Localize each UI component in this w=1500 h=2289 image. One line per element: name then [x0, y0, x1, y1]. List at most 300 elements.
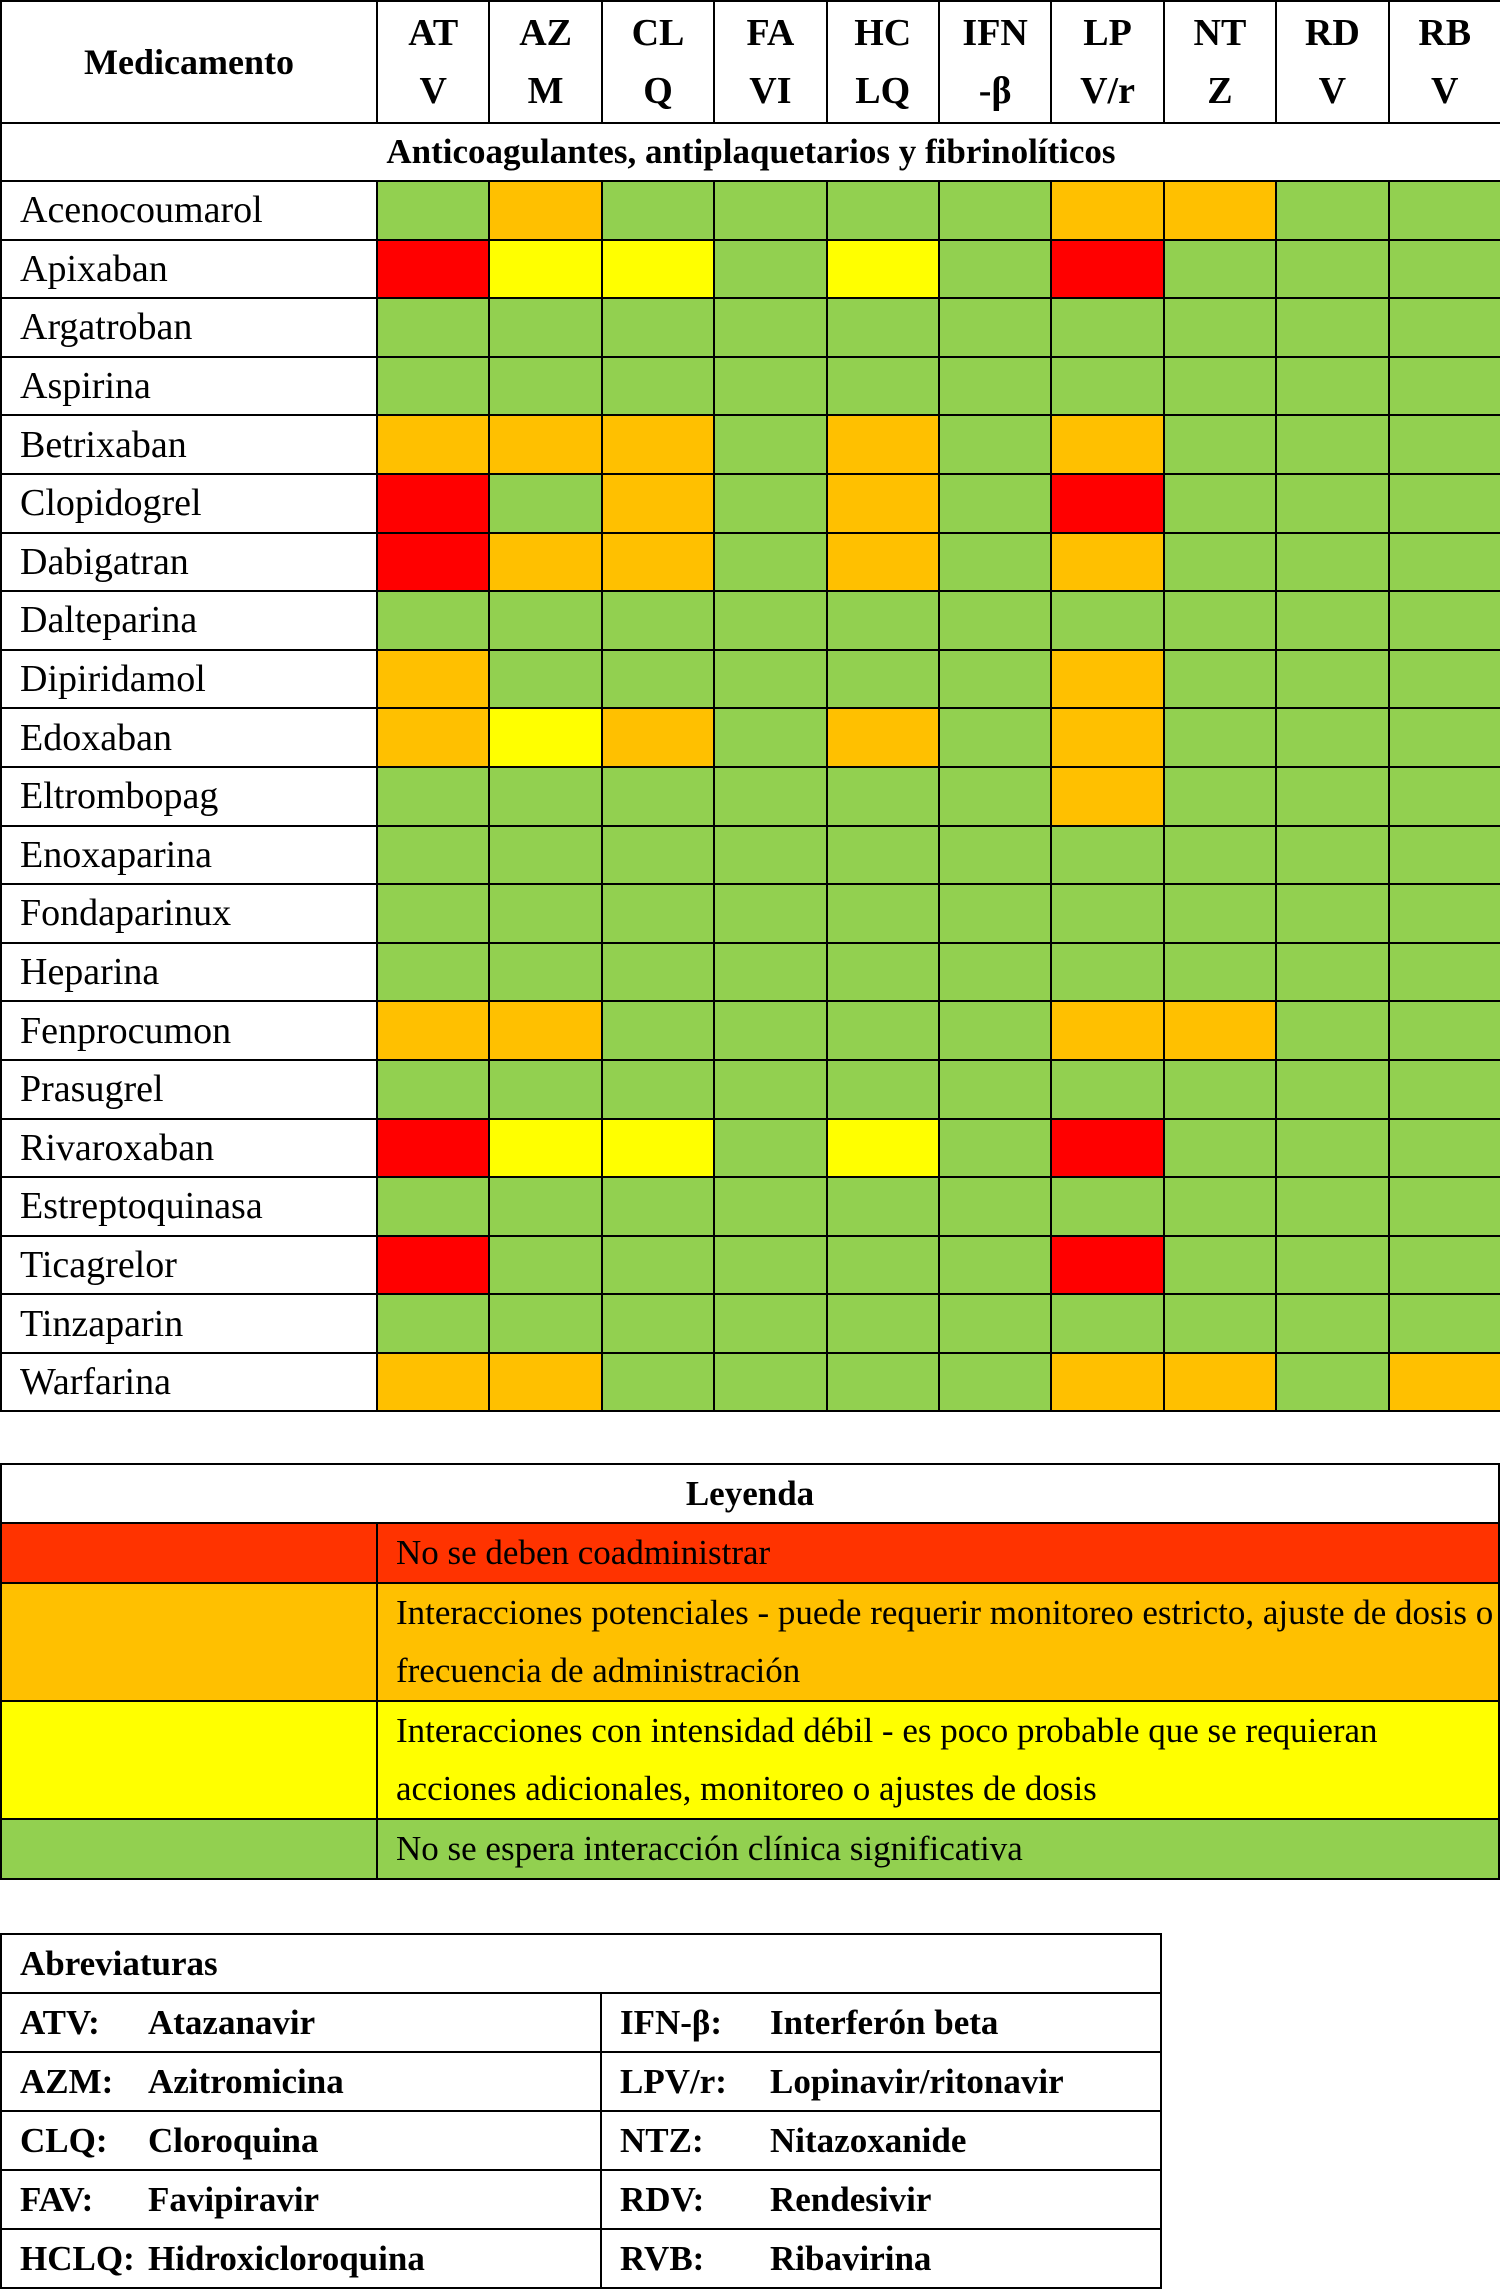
interaction-cell-green: [939, 1236, 1051, 1295]
interaction-cell-orange: [489, 1353, 601, 1412]
interaction-cell-green: [827, 181, 939, 240]
abbreviation-code: RVB:: [620, 2238, 705, 2278]
drug-row: [1, 298, 1500, 357]
section-row: [1, 123, 1500, 181]
interaction-cell-red: [1051, 1119, 1163, 1178]
drug-row: [1, 884, 1500, 943]
interaction-cell-green: [1276, 1001, 1388, 1060]
interaction-cell-yellow: [489, 240, 601, 299]
interaction-cell-green: [939, 1353, 1051, 1412]
interaction-cell-green: [1389, 1119, 1500, 1178]
drug-row-name: Acenocoumarol: [1, 181, 377, 240]
drug-row: [1, 181, 1500, 240]
interaction-cell-green: [827, 591, 939, 650]
abbreviation-name: Rendesivir: [770, 2179, 932, 2219]
interaction-cell-green: [1389, 943, 1500, 1002]
interaction-cell-orange: [489, 415, 601, 474]
drug-row: [1, 1294, 1500, 1353]
interaction-cell-green: [714, 1060, 826, 1119]
interaction-cell-orange: [827, 533, 939, 592]
interaction-cell-green: [827, 1177, 939, 1236]
interaction-cell-green: [939, 884, 1051, 943]
interaction-cell-red: [377, 1236, 489, 1295]
interaction-cell-green: [714, 1119, 826, 1178]
interaction-cell-green: [602, 943, 714, 1002]
abbreviation-cell: [1, 2229, 601, 2288]
drug-row: [1, 1353, 1500, 1412]
interaction-cell-orange: [489, 181, 601, 240]
interaction-cell-green: [714, 767, 826, 826]
drug-row: [1, 357, 1500, 416]
interaction-cell-green: [489, 650, 601, 709]
interaction-cell-green: [714, 1001, 826, 1060]
drug-row: [1, 591, 1500, 650]
interaction-cell-green: [939, 1060, 1051, 1119]
header-row: [1, 1, 1500, 123]
abbreviation-code: AZM:: [20, 2061, 114, 2101]
legend-row: [1, 1819, 1499, 1879]
interaction-cell-green: [1051, 943, 1163, 1002]
drug-header-rdv: RD V: [1276, 1, 1388, 123]
drug-row: [1, 708, 1500, 767]
interaction-cell-red: [377, 474, 489, 533]
abbreviation-name: Nitazoxanide: [770, 2120, 967, 2160]
interaction-cell-green: [1276, 1119, 1388, 1178]
abbreviation-name: Ribavirina: [770, 2238, 932, 2278]
interaction-cell-green: [939, 591, 1051, 650]
drug-row: [1, 1177, 1500, 1236]
interaction-cell-green: [489, 943, 601, 1002]
interaction-cell-green: [714, 533, 826, 592]
interaction-cell-green: [1164, 884, 1276, 943]
interaction-cell-green: [1164, 650, 1276, 709]
interaction-cell-green: [1389, 181, 1500, 240]
abbreviation-cell: [1, 1993, 601, 2052]
interaction-cell-green: [714, 1294, 826, 1353]
interaction-cell-green: [827, 1236, 939, 1295]
interaction-cell-orange: [489, 533, 601, 592]
interaction-cell-green: [1276, 943, 1388, 1002]
legend-row: [1, 1583, 1499, 1701]
interaction-cell-orange: [377, 650, 489, 709]
interaction-cell-green: [1051, 357, 1163, 416]
interaction-cell-green: [939, 767, 1051, 826]
interaction-cell-green: [1276, 1177, 1388, 1236]
drug-header-lpvr: LP V/r: [1051, 1, 1163, 123]
interaction-cell-green: [1164, 1119, 1276, 1178]
interaction-cell-orange: [1051, 650, 1163, 709]
abbreviation-cell: [601, 2229, 1161, 2288]
interaction-cell-orange: [1051, 1001, 1163, 1060]
interaction-cell-green: [1389, 708, 1500, 767]
abbreviation-row: [1, 2229, 1161, 2288]
interaction-cell-green: [827, 884, 939, 943]
interaction-cell-green: [489, 767, 601, 826]
interaction-cell-green: [602, 826, 714, 885]
abbreviation-name: Atazanavir: [148, 2002, 316, 2042]
abbreviation-name: Interferón beta: [770, 2002, 999, 2042]
interaction-cell-green: [377, 298, 489, 357]
legend-swatch: [1, 1523, 377, 1583]
drug-header-favi: FA VI: [714, 1, 826, 123]
interaction-cell-green: [1389, 1294, 1500, 1353]
interaction-cell-green: [489, 298, 601, 357]
interaction-cell-green: [1276, 1353, 1388, 1412]
interaction-cell-green: [1276, 708, 1388, 767]
interaction-cell-green: [714, 1177, 826, 1236]
interaction-cell-orange: [1051, 1353, 1163, 1412]
interaction-cell-green: [1389, 1060, 1500, 1119]
interaction-cell-green: [939, 1001, 1051, 1060]
abbreviation-code: LPV/r:: [620, 2061, 727, 2101]
abbreviation-row: [1, 2111, 1161, 2170]
interaction-cell-green: [1276, 357, 1388, 416]
abbreviation-cell: [1, 2111, 601, 2170]
drug-row-name: Fenprocumon: [1, 1001, 377, 1060]
interaction-cell-green: [377, 826, 489, 885]
interaction-cell-green: [1389, 591, 1500, 650]
interaction-cell-green: [377, 1177, 489, 1236]
interaction-cell-green: [827, 1001, 939, 1060]
interaction-cell-green: [714, 298, 826, 357]
interaction-cell-green: [827, 943, 939, 1002]
interaction-cell-green: [377, 357, 489, 416]
interaction-cell-orange: [1051, 708, 1163, 767]
drug-row-name: Estreptoquinasa: [1, 1177, 377, 1236]
interaction-cell-green: [1276, 826, 1388, 885]
interaction-cell-green: [827, 826, 939, 885]
interaction-cell-green: [377, 884, 489, 943]
interaction-cell-green: [489, 1236, 601, 1295]
interaction-cell-green: [714, 357, 826, 416]
abbreviations-table: [0, 1933, 1162, 2289]
interaction-cell-green: [1389, 884, 1500, 943]
interaction-cell-orange: [1389, 1353, 1500, 1412]
interaction-cell-red: [377, 533, 489, 592]
interaction-cell-green: [1051, 826, 1163, 885]
interaction-cell-orange: [827, 708, 939, 767]
abbreviation-name: Hidroxicloroquina: [148, 2238, 425, 2278]
interaction-cell-green: [1276, 533, 1388, 592]
abbreviation-cell: [601, 2052, 1161, 2111]
interaction-cell-green: [1051, 298, 1163, 357]
medicamento-header: Medicamento: [1, 1, 377, 123]
legend-header-row: [1, 1464, 1499, 1523]
interaction-cell-green: [1276, 1060, 1388, 1119]
drug-row-name: Dabigatran: [1, 533, 377, 592]
legend-table: [0, 1463, 1500, 1880]
interaction-cell-green: [1276, 767, 1388, 826]
interaction-cell-green: [1389, 474, 1500, 533]
interaction-cell-green: [939, 474, 1051, 533]
interaction-cell-orange: [377, 1353, 489, 1412]
interaction-cell-green: [1051, 591, 1163, 650]
interaction-cell-green: [1164, 240, 1276, 299]
drug-row-name: Warfarina: [1, 1353, 377, 1412]
interaction-cell-orange: [489, 1001, 601, 1060]
interaction-cell-green: [602, 1236, 714, 1295]
interaction-cell-green: [1164, 357, 1276, 416]
interaction-cell-green: [1276, 240, 1388, 299]
interaction-cell-green: [939, 1119, 1051, 1178]
interaction-cell-green: [1164, 1236, 1276, 1295]
drug-row-name: Ticagrelor: [1, 1236, 377, 1295]
drug-header-clq: CL Q: [602, 1, 714, 123]
interaction-cell-green: [489, 826, 601, 885]
interaction-cell-green: [1164, 767, 1276, 826]
interaction-cell-orange: [1051, 415, 1163, 474]
drug-row-name: Aspirina: [1, 357, 377, 416]
section-title: Anticoagulantes, antiplaquetarios y fibrinolíticos: [1, 123, 1500, 181]
abbreviation-code: HCLQ:: [20, 2238, 135, 2278]
interaction-cell-orange: [377, 1001, 489, 1060]
interaction-cell-green: [714, 708, 826, 767]
interaction-cell-green: [1389, 826, 1500, 885]
legend-row: [1, 1701, 1499, 1819]
interaction-cell-green: [1276, 1294, 1388, 1353]
abbreviation-row: [1, 2170, 1161, 2229]
drug-row: [1, 1236, 1500, 1295]
interaction-cell-green: [1164, 1294, 1276, 1353]
interaction-cell-green: [714, 415, 826, 474]
interaction-cell-green: [602, 1294, 714, 1353]
legend-text: No se espera interacción clínica significativa: [377, 1819, 1499, 1879]
interaction-cell-green: [1164, 591, 1276, 650]
interaction-cell-red: [1051, 240, 1163, 299]
interaction-cell-yellow: [489, 708, 601, 767]
abbreviation-cell: [601, 2111, 1161, 2170]
interaction-cell-green: [1164, 943, 1276, 1002]
interaction-cell-green: [939, 1177, 1051, 1236]
legend-text: No se deben coadministrar: [377, 1523, 1499, 1583]
interaction-cell-green: [377, 1060, 489, 1119]
drug-row: [1, 474, 1500, 533]
interaction-cell-green: [1164, 826, 1276, 885]
interaction-cell-orange: [1164, 1353, 1276, 1412]
drug-row-name: Rivaroxaban: [1, 1119, 377, 1178]
interaction-cell-green: [489, 474, 601, 533]
interaction-cell-green: [1051, 1294, 1163, 1353]
abbreviation-code: FAV:: [20, 2179, 94, 2219]
abbreviation-name: Cloroquina: [148, 2120, 319, 2160]
interaction-cell-green: [489, 884, 601, 943]
interaction-cell-orange: [602, 533, 714, 592]
drug-row: [1, 1060, 1500, 1119]
interaction-cell-green: [1276, 181, 1388, 240]
interaction-cell-green: [714, 650, 826, 709]
interaction-cell-green: [602, 767, 714, 826]
interaction-cell-green: [602, 650, 714, 709]
interaction-cell-green: [489, 357, 601, 416]
interaction-cell-green: [1276, 474, 1388, 533]
interaction-cell-green: [602, 357, 714, 416]
interaction-cell-green: [602, 1060, 714, 1119]
interaction-cell-green: [602, 1353, 714, 1412]
interaction-cell-green: [1276, 298, 1388, 357]
interaction-cell-green: [377, 1294, 489, 1353]
interaction-cell-orange: [1164, 181, 1276, 240]
interaction-cell-green: [602, 181, 714, 240]
interaction-cell-green: [1051, 1177, 1163, 1236]
interaction-cell-red: [1051, 474, 1163, 533]
drug-header-ntz: NT Z: [1164, 1, 1276, 123]
drug-row: [1, 767, 1500, 826]
interaction-cell-yellow: [602, 240, 714, 299]
drug-header-azm: AZ M: [489, 1, 601, 123]
abbreviations-title: Abreviaturas: [1, 1934, 1161, 1993]
drug-row-name: Clopidogrel: [1, 474, 377, 533]
interaction-cell-yellow: [602, 1119, 714, 1178]
interaction-cell-green: [1389, 1001, 1500, 1060]
interaction-cell-green: [827, 298, 939, 357]
drug-row-name: Enoxaparina: [1, 826, 377, 885]
drug-row: [1, 533, 1500, 592]
interaction-cell-green: [714, 826, 826, 885]
interaction-cell-green: [827, 767, 939, 826]
interaction-cell-green: [1276, 1236, 1388, 1295]
interaction-cell-red: [1051, 1236, 1163, 1295]
drug-header-ifn: IFN -β: [939, 1, 1051, 123]
interaction-cell-green: [377, 591, 489, 650]
interaction-cell-orange: [1164, 1001, 1276, 1060]
drug-header-hclq: HC LQ: [827, 1, 939, 123]
interaction-cell-green: [939, 533, 1051, 592]
interaction-cell-green: [714, 943, 826, 1002]
interaction-cell-green: [714, 474, 826, 533]
abbreviation-code: NTZ:: [620, 2120, 704, 2160]
abbreviation-code: RDV:: [620, 2179, 705, 2219]
drug-header-rbv: RB V: [1389, 1, 1500, 123]
drug-row: [1, 1119, 1500, 1178]
interaction-cell-yellow: [489, 1119, 601, 1178]
drug-row: [1, 240, 1500, 299]
abbreviations-header-row: [1, 1934, 1161, 1993]
interaction-cell-green: [489, 1177, 601, 1236]
abbreviation-cell: [601, 1993, 1161, 2052]
interaction-cell-green: [1164, 1177, 1276, 1236]
drug-row-name: Dipiridamol: [1, 650, 377, 709]
interaction-cell-green: [1389, 298, 1500, 357]
interaction-cell-orange: [377, 708, 489, 767]
interaction-cell-green: [1051, 1060, 1163, 1119]
abbreviation-code: IFN-β:: [620, 2002, 723, 2042]
interaction-cell-green: [939, 1294, 1051, 1353]
interaction-cell-green: [827, 650, 939, 709]
interaction-cell-green: [1164, 533, 1276, 592]
interaction-cell-green: [1389, 240, 1500, 299]
abbreviation-cell: [1, 2170, 601, 2229]
interaction-cell-green: [714, 591, 826, 650]
interaction-cell-green: [939, 943, 1051, 1002]
interaction-cell-green: [1276, 415, 1388, 474]
interaction-cell-green: [1164, 298, 1276, 357]
interaction-cell-green: [1389, 357, 1500, 416]
interaction-cell-green: [1389, 1236, 1500, 1295]
interaction-cell-green: [1164, 474, 1276, 533]
abbreviation-code: CLQ:: [20, 2120, 108, 2160]
interaction-cell-green: [489, 591, 601, 650]
interaction-cell-green: [602, 884, 714, 943]
abbreviation-name: Favipiravir: [148, 2179, 320, 2219]
abbreviation-cell: [1, 2052, 601, 2111]
interaction-cell-green: [939, 826, 1051, 885]
interaction-cell-green: [1389, 650, 1500, 709]
interaction-cell-green: [939, 708, 1051, 767]
drug-row-name: Apixaban: [1, 240, 377, 299]
interaction-cell-green: [939, 240, 1051, 299]
interaction-cell-green: [489, 1294, 601, 1353]
interaction-cell-orange: [827, 415, 939, 474]
interaction-cell-green: [1164, 415, 1276, 474]
legend-row: [1, 1523, 1499, 1583]
drug-row-name: Argatroban: [1, 298, 377, 357]
drug-row: [1, 826, 1500, 885]
legend-swatch: [1, 1701, 377, 1819]
interaction-cell-green: [714, 884, 826, 943]
abbreviation-code: ATV:: [20, 2002, 100, 2042]
abbreviation-name: Lopinavir/ritonavir: [770, 2061, 1064, 2101]
drug-row: [1, 415, 1500, 474]
drug-row: [1, 1001, 1500, 1060]
interaction-cell-orange: [602, 415, 714, 474]
interaction-cell-green: [1051, 884, 1163, 943]
interaction-cell-green: [827, 1353, 939, 1412]
drug-row-name: Heparina: [1, 943, 377, 1002]
interaction-cell-green: [827, 357, 939, 416]
interaction-cell-green: [602, 1177, 714, 1236]
interaction-cell-green: [714, 1353, 826, 1412]
interaction-cell-orange: [377, 415, 489, 474]
drug-row-name: Edoxaban: [1, 708, 377, 767]
abbreviation-name: Azitromicina: [148, 2061, 344, 2101]
interaction-cell-green: [827, 1060, 939, 1119]
interaction-cell-green: [1389, 767, 1500, 826]
interaction-cell-green: [489, 1060, 601, 1119]
drug-row-name: Betrixaban: [1, 415, 377, 474]
abbreviation-row: [1, 2052, 1161, 2111]
interaction-cell-green: [827, 1294, 939, 1353]
interaction-cell-red: [377, 1119, 489, 1178]
drug-row-name: Dalteparina: [1, 591, 377, 650]
interaction-cell-green: [1164, 708, 1276, 767]
interaction-cell-orange: [602, 474, 714, 533]
legend-text: Interacciones con intensidad débil - es poco probable que se requieran acciones adicionales, monitoreo o ajustes de dosis: [377, 1701, 1499, 1819]
interaction-cell-green: [602, 1001, 714, 1060]
drug-row-name: Eltrombopag: [1, 767, 377, 826]
drug-row: [1, 943, 1500, 1002]
interaction-cell-orange: [602, 708, 714, 767]
interaction-cell-green: [939, 181, 1051, 240]
interaction-cell-green: [377, 943, 489, 1002]
interaction-cell-green: [377, 767, 489, 826]
interaction-cell-green: [939, 650, 1051, 709]
interaction-cell-yellow: [827, 1119, 939, 1178]
legend-text: Interacciones potenciales - puede requerir monitoreo estricto, ajuste de dosis o frecuencia de administración: [377, 1583, 1499, 1701]
interaction-cell-green: [714, 240, 826, 299]
interaction-cell-green: [714, 1236, 826, 1295]
legend-title: Leyenda: [1, 1464, 1499, 1523]
interaction-cell-orange: [1051, 767, 1163, 826]
interaction-cell-green: [1276, 591, 1388, 650]
interaction-cell-green: [602, 591, 714, 650]
legend-swatch: [1, 1819, 377, 1879]
interaction-cell-green: [1389, 533, 1500, 592]
interaction-cell-green: [939, 298, 1051, 357]
drug-row: [1, 650, 1500, 709]
interaction-cell-green: [939, 357, 1051, 416]
interaction-cell-red: [377, 240, 489, 299]
drug-row-name: Fondaparinux: [1, 884, 377, 943]
